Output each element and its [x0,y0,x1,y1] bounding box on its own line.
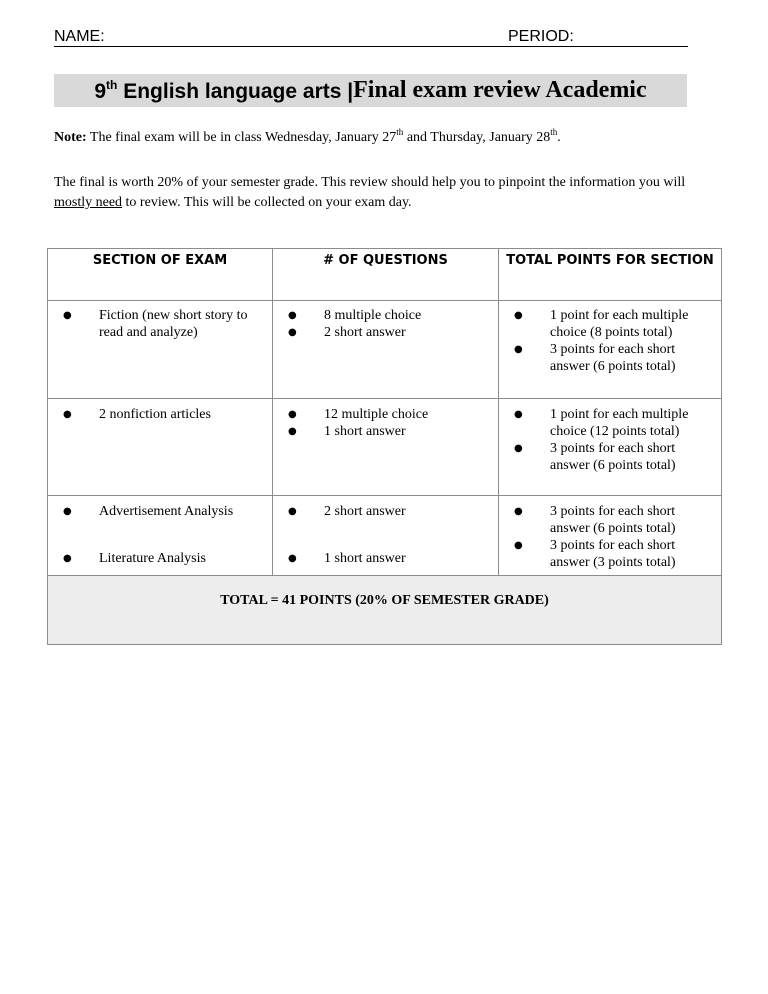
list-item: ● 2 short answer [288,325,406,340]
note-paragraph: Note: The final exam will be in class Wednesday, January 27th and Thursday, January 28th. [54,127,561,145]
note-label: Note: [54,130,87,145]
points-cell [499,496,722,576]
questions-cell [273,301,499,399]
bullet-icon: ● [514,409,523,420]
header-questions: # OF QUESTIONS [273,249,499,301]
bullet-icon: ● [63,310,72,321]
list-item: ● 2 short answer [288,504,406,519]
title-exam: Final exam review Academic [353,77,647,103]
bullet-icon: ● [514,506,523,517]
list-item: ● 8 multiple choice [288,308,422,323]
bullet-icon: ● [63,506,72,517]
table-row [48,399,722,496]
bullet-icon: ● [288,310,297,321]
questions-cell [273,399,499,496]
questions-cell [273,549,499,576]
total-points-cell: TOTAL = 41 POINTS (20% OF SEMESTER GRADE) [48,576,722,645]
bullet-icon: ● [514,443,523,454]
list-item: ● 3 points for each short answer (6 points total) [514,441,676,473]
questions-cell [273,496,499,550]
bullet-icon: ● [288,327,297,338]
worth-paragraph: The final is worth 20% of your semester grade. This review should help you to pinpoint the information you will mostly need to review. This will be collected on your exam day. [54,175,686,210]
list-item: ● 1 short answer [288,551,406,566]
page-title [54,74,687,107]
list-item: ● 3 points for each short answer (6 points total) [514,504,676,536]
name-underline [54,46,688,47]
list-item: ● 1 point for each multiple choice (8 points total) [514,308,689,340]
mostly-need-text: mostly need [54,195,123,210]
name-label: NAME: [54,28,105,45]
list-item: ● Advertisement Analysis [63,504,234,519]
section-cell [48,549,273,576]
table-row [48,301,722,399]
period-label: PERIOD: [508,28,574,45]
section-cell [48,301,273,399]
title-grade: 9th English language arts | [94,77,354,103]
list-item: ● Fiction (new short story to read and analyze) [63,308,248,340]
section-cell [48,399,273,496]
bullet-icon: ● [288,553,297,564]
section-cell [48,496,273,550]
list-item: ● 1 point for each multiple choice (12 points total) [514,407,689,439]
points-cell [499,399,722,496]
table-row [48,496,722,550]
list-item: ● 2 nonfiction articles [63,407,211,422]
bullet-icon: ● [514,310,523,321]
table-header-row [48,249,722,301]
list-item: ● Literature Analysis [63,551,206,566]
table-total-row [48,576,722,645]
bullet-icon: ● [288,409,297,420]
bullet-icon: ● [63,553,72,564]
bullet-icon: ● [514,344,523,355]
name-period-line [54,28,688,48]
header-total-points: TOTAL POINTS FOR SECTION [499,249,722,301]
bullet-icon: ● [288,426,297,437]
bullet-icon: ● [288,506,297,517]
bullet-icon: ● [514,540,523,551]
list-item: ● 3 points for each short answer (6 points total) [514,342,676,374]
points-cell [499,301,722,399]
list-item: ● 1 short answer [288,424,406,439]
bullet-icon: ● [63,409,72,420]
list-item: ● 3 points for each short answer (3 points total) [514,538,676,570]
list-item: ● 12 multiple choice [288,407,429,422]
header-section: SECTION OF EXAM [48,249,273,301]
exam-sections-table [47,248,722,645]
